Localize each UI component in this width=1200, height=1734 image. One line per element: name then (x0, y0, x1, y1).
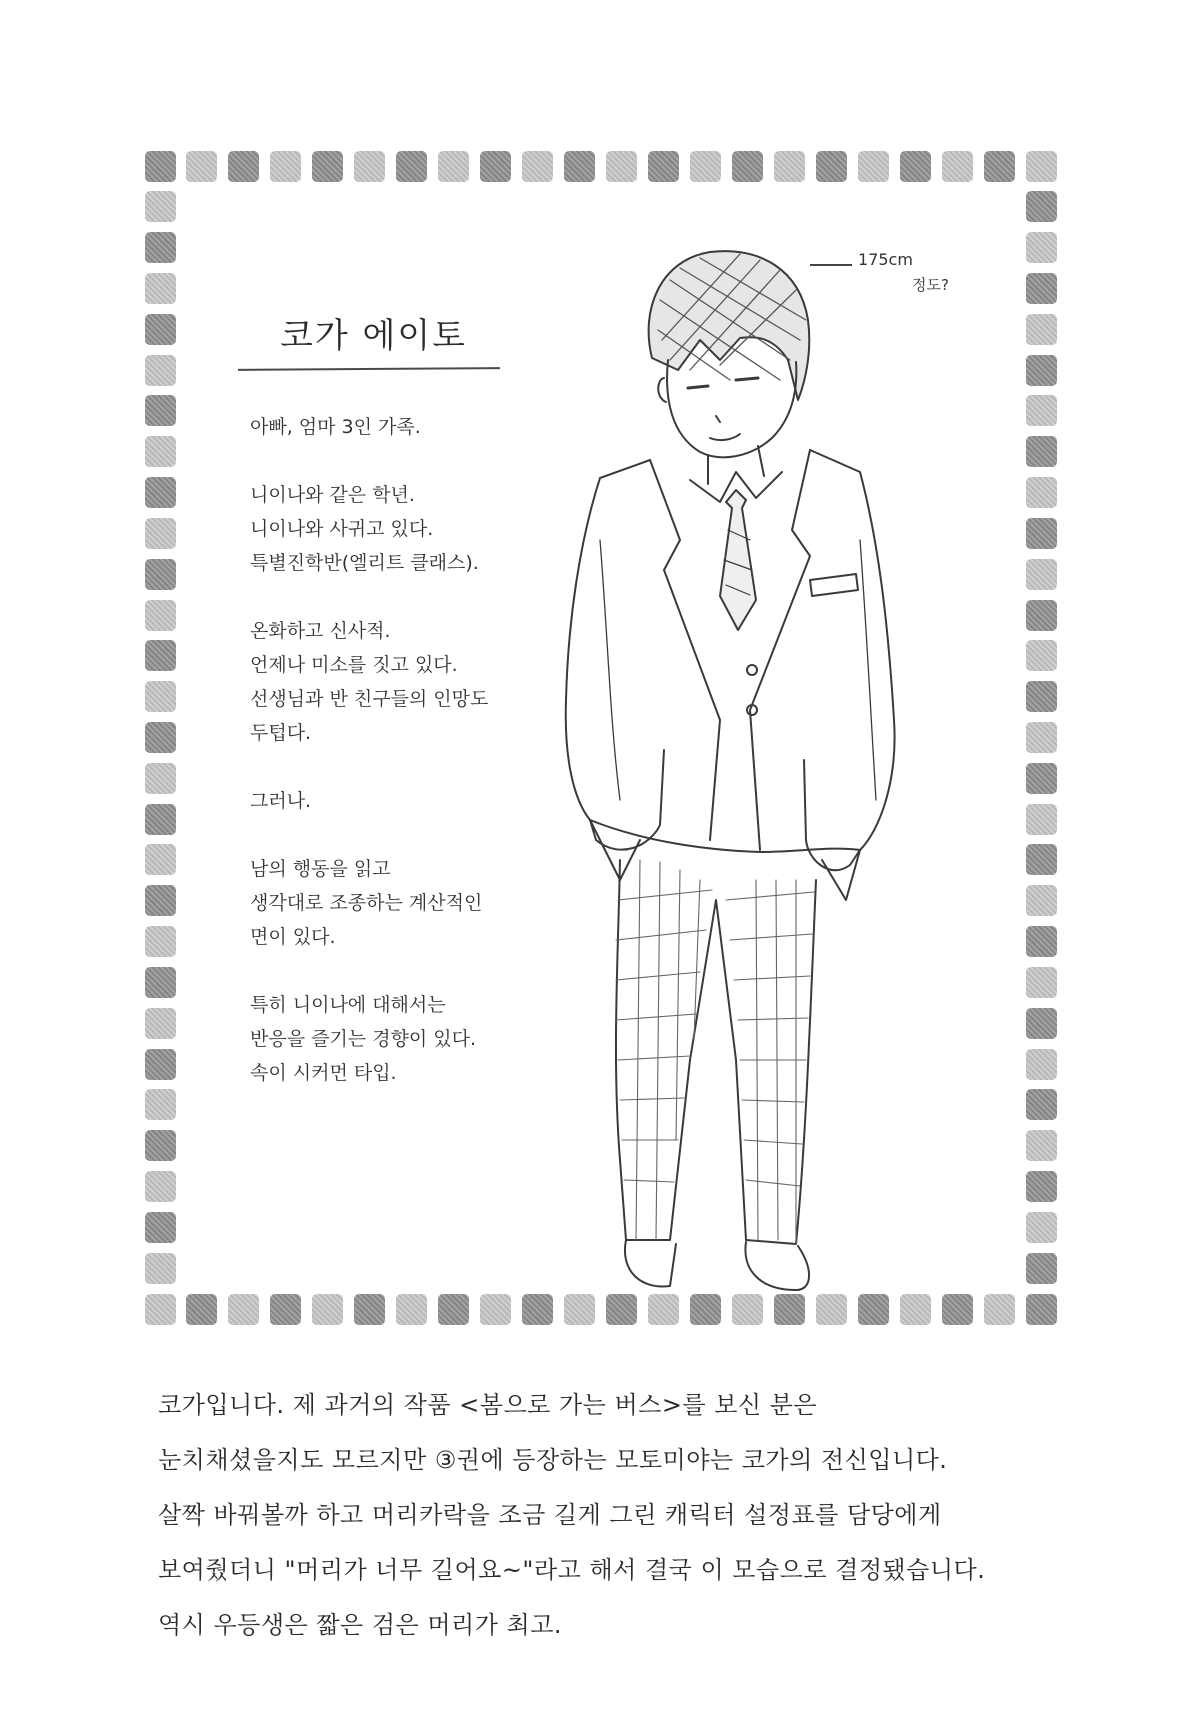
height-value: 175cm (858, 250, 913, 269)
border-square (690, 151, 721, 182)
border-square (1026, 355, 1057, 386)
border-square (145, 640, 176, 671)
border-square (145, 681, 176, 712)
border-square (228, 1294, 259, 1325)
description-spacer (250, 444, 550, 478)
breast-pocket (810, 574, 858, 596)
border-square (1026, 763, 1057, 794)
border-square (312, 1294, 343, 1325)
border-square (1026, 1130, 1057, 1161)
border-square (1026, 518, 1057, 549)
border-square (145, 885, 176, 916)
border-square (186, 1294, 217, 1325)
border-square (900, 151, 931, 182)
border-square (1026, 722, 1057, 753)
border-square (522, 1294, 553, 1325)
jacket-outline (566, 450, 895, 870)
border-square (186, 151, 217, 182)
description-line: 선생님과 반 친구들의 인망도 (250, 688, 489, 710)
border-square (145, 191, 176, 222)
description-spacer (250, 818, 550, 852)
description-line: 온화하고 신사적. (250, 620, 391, 642)
border-square (1026, 436, 1057, 467)
border-square (145, 518, 176, 549)
border-square (774, 151, 805, 182)
border-square (145, 600, 176, 631)
border-square (145, 355, 176, 386)
border-square (1026, 844, 1057, 875)
border-square (145, 395, 176, 426)
character-sketch-illustration (560, 240, 900, 1320)
border-square (396, 151, 427, 182)
border-square (480, 1294, 511, 1325)
border-square (1026, 640, 1057, 671)
description-line: 남의 행동을 읽고 (250, 858, 391, 880)
face-outline (667, 360, 796, 457)
character-description (250, 410, 550, 1090)
border-square (145, 1008, 176, 1039)
border-square (145, 763, 176, 794)
border-square (1026, 273, 1057, 304)
author-note-line: 살짝 바꿔볼까 하고 머리카락을 조금 길게 그린 캐릭터 설정표를 담당에게 (158, 1501, 942, 1529)
description-spacer (250, 954, 550, 988)
border-square (145, 273, 176, 304)
border-square (1026, 967, 1057, 998)
border-square (145, 436, 176, 467)
author-note (158, 1378, 1058, 1653)
border-square (270, 151, 301, 182)
trousers-outline (616, 860, 816, 1244)
border-square (1026, 1008, 1057, 1039)
border-square (354, 151, 385, 182)
author-note-line: 눈치채셨을지도 모르지만 ③권에 등장하는 모토미야는 코가의 전신입니다. (158, 1446, 948, 1474)
author-note-line: 역시 우등생은 짧은 검은 머리가 최고. (158, 1611, 563, 1639)
author-note-line: 코가입니다. 제 과거의 작품 <봄으로 가는 버스>를 보신 분은 (158, 1391, 818, 1419)
author-note-line: 보여줬더니 "머리가 너무 길어요~"라고 해서 결국 이 모습으로 결정됐습니다. (158, 1556, 986, 1584)
border-square (1026, 804, 1057, 835)
border-square (1026, 477, 1057, 508)
border-square (145, 1089, 176, 1120)
border-square (816, 151, 847, 182)
border-square (270, 1294, 301, 1325)
border-square (438, 1294, 469, 1325)
description-line: 언제나 미소를 짓고 있다. (250, 654, 458, 676)
description-line: 아빠, 엄마 3인 가족. (250, 416, 421, 438)
border-square (648, 151, 679, 182)
border-square (145, 1212, 176, 1243)
border-square (480, 151, 511, 182)
jacket-lapels (650, 450, 810, 850)
border-square (1026, 600, 1057, 631)
border-square (145, 926, 176, 957)
border-square (1026, 1294, 1057, 1325)
border-square (438, 151, 469, 182)
border-square (312, 151, 343, 182)
border-square (1026, 191, 1057, 222)
border-square (1026, 395, 1057, 426)
character-name-title: 코가 에이토 (280, 316, 468, 356)
border-square (732, 151, 763, 182)
description-line: 니이나와 같은 학년. (250, 484, 415, 506)
border-square (1026, 1171, 1057, 1202)
border-square (145, 1171, 176, 1202)
hair-outline (649, 251, 810, 400)
border-square (145, 314, 176, 345)
description-line: 그러나. (250, 790, 312, 812)
border-square (984, 151, 1015, 182)
description-spacer (250, 750, 550, 784)
border-square (396, 1294, 427, 1325)
border-square (1026, 232, 1057, 263)
border-square (145, 844, 176, 875)
border-square (145, 559, 176, 590)
border-square (1026, 1212, 1057, 1243)
jacket-hem (590, 820, 860, 852)
description-line: 생각대로 조종하는 계산적인 (250, 892, 483, 914)
border-square (1026, 559, 1057, 590)
border-square (1026, 1049, 1057, 1080)
border-square (145, 967, 176, 998)
border-square (1026, 151, 1057, 182)
border-square (145, 477, 176, 508)
description-line: 특별진학반(엘리트 클래스). (250, 552, 479, 574)
height-qualifier: 정도? (912, 276, 949, 294)
border-square (606, 151, 637, 182)
border-square (858, 151, 889, 182)
border-square (145, 151, 176, 182)
border-square (1026, 1253, 1057, 1284)
jacket-button (747, 665, 757, 675)
border-square (228, 151, 259, 182)
description-line: 특히 니이나에 대해서는 (250, 994, 446, 1016)
border-square (145, 1130, 176, 1161)
border-square (1026, 681, 1057, 712)
description-spacer (250, 580, 550, 614)
description-line: 반응을 즐기는 경향이 있다. (250, 1028, 477, 1050)
border-square (564, 151, 595, 182)
border-square (145, 722, 176, 753)
border-square (145, 1253, 176, 1284)
description-line: 속이 시커먼 타입. (250, 1062, 397, 1084)
border-square (1026, 314, 1057, 345)
border-square (1026, 885, 1057, 916)
description-line: 니이나와 사귀고 있다. (250, 518, 434, 540)
border-square (1026, 1089, 1057, 1120)
trouser-plaid (616, 860, 814, 1244)
border-square (145, 1049, 176, 1080)
shoes (625, 1240, 809, 1290)
description-line: 면이 있다. (250, 926, 336, 948)
border-square (900, 1294, 931, 1325)
border-square (145, 804, 176, 835)
border-square (1026, 926, 1057, 957)
border-square (942, 1294, 973, 1325)
description-line: 두텁다. (250, 722, 312, 744)
border-square (145, 232, 176, 263)
border-square (984, 1294, 1015, 1325)
border-square (354, 1294, 385, 1325)
border-square (522, 151, 553, 182)
border-square (942, 151, 973, 182)
border-square (145, 1294, 176, 1325)
